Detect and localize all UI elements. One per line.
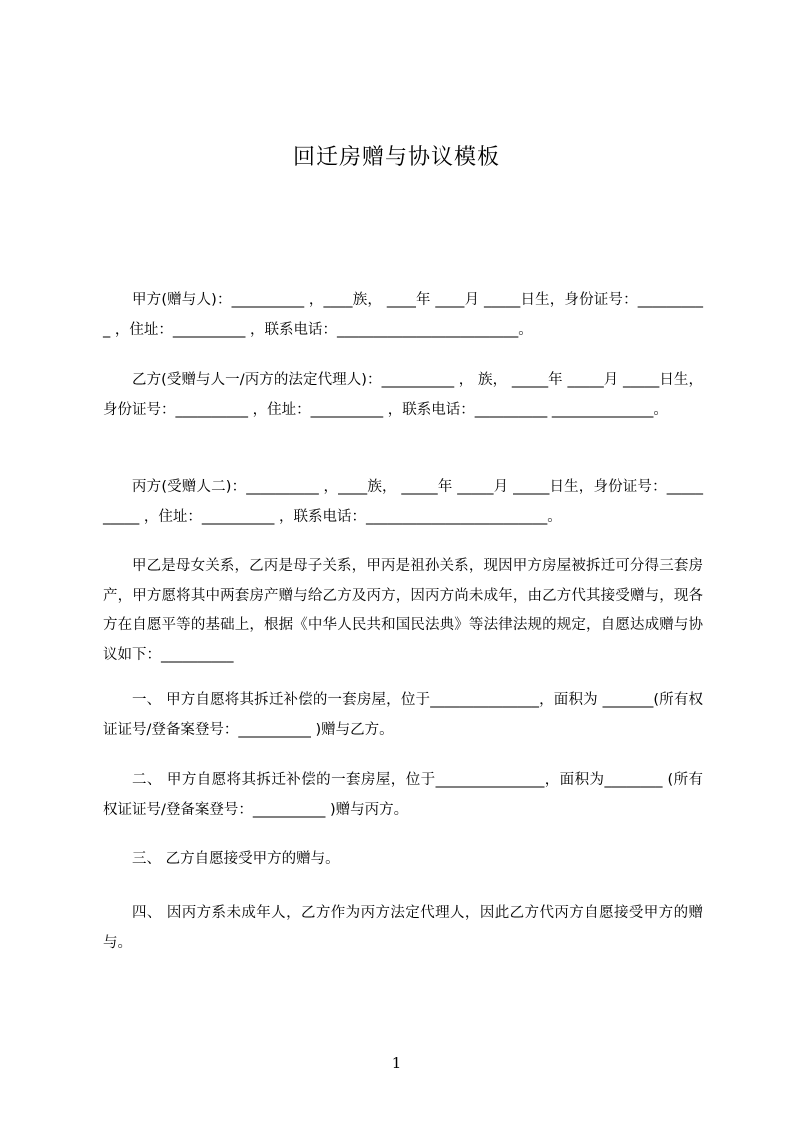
page-number: 1 xyxy=(391,1054,402,1072)
clause-3-paragraph: 三、 乙方自愿接受甲方的赠与。 xyxy=(132,851,340,867)
clause-4-paragraph: 四、 因丙方系未成年人，乙方作为丙方法定代理人，因此乙方代丙方自愿接受甲方的赠与。 xyxy=(103,905,703,951)
party-a-paragraph: 甲方(赠与人)：__________ ，____族， ____年 ____月 _____日生，身份证号：__________ ，住址：__________ ，联系电话：_________________________。 xyxy=(103,292,703,338)
party-c-paragraph: 丙方(受赠人二)：__________ ，____族， _____年 _____月 _____日生，身份证号：__________ ，住址：__________ ，联系电话：_________________________。 xyxy=(103,479,703,525)
document-title: 回迁房赠与协议模板 xyxy=(292,145,500,170)
clause-2-paragraph: 二、 甲方自愿将其拆迁补偿的一套房屋，位于_______________，面积为________ (所有权证证号/登备案登号：__________ )赠与丙方。 xyxy=(103,772,703,818)
clause-1-paragraph: 一、 甲方自愿将其拆迁补偿的一套房屋，位于_______________，面积为 _______(所有权证证号/登备案登号：__________ )赠与乙方。 xyxy=(103,692,703,738)
party-b-paragraph: 乙方(受赠与人一/丙方的法定代理人)：__________ ， 族， _____年 _____月 _____日生，身份证号：__________ ，住址：__________ ，联系电话：__________ ______________。 xyxy=(103,372,703,418)
relationship-paragraph: 甲乙是母女关系，乙丙是母子关系，甲丙是祖孙关系，现因甲方房屋被拆迁可分得三套房产，甲方愿将其中两套房产赠与给乙方及丙方，因丙方尚未成年，由乙方代其接受赠与，现各方在自愿平等的基础上，根据《中华人民共和国民法典》等法律法规的规定，自愿达成赠与协议如下：__________ xyxy=(103,558,703,663)
